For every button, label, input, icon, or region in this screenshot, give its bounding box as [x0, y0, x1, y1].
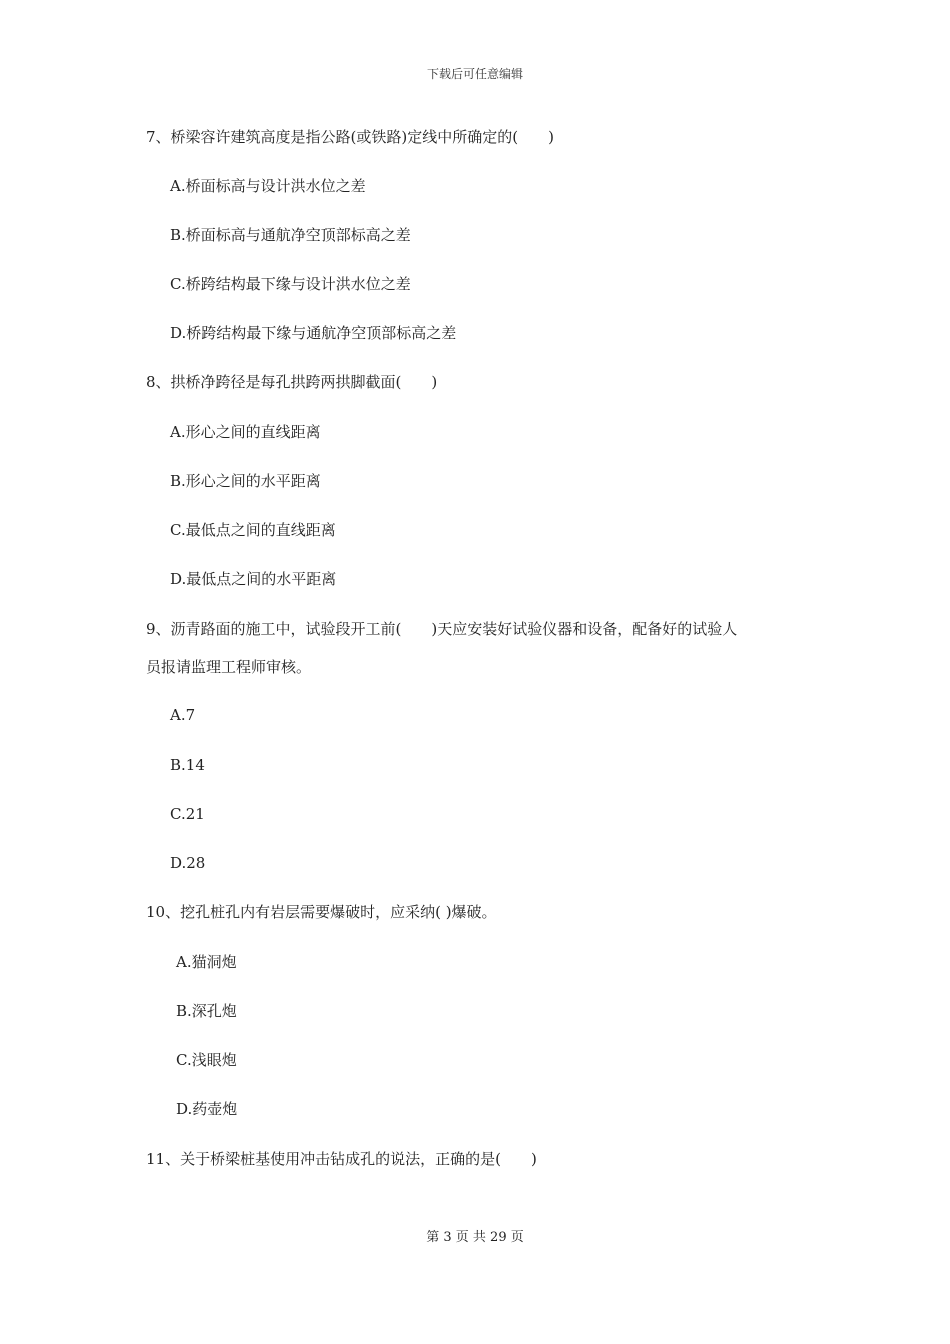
page-footer-number: 第 3 页 共 29 页: [426, 1230, 524, 1245]
question-stem-9-continued: 员报请监理工程师审核。: [146, 658, 312, 676]
question-9-option-a: A.7: [170, 706, 196, 724]
question-8-option-c: C.最低点之间的直线距离: [170, 521, 336, 539]
question-7-option-d: D.桥跨结构最下缘与通航净空顶部标高之差: [170, 324, 457, 342]
question-stem-10: 10、挖孔桩孔内有岩层需要爆破时，应采纳( )爆破。: [146, 903, 497, 921]
question-10-option-d: D.药壶炮: [176, 1100, 238, 1118]
question-7-option-c: C.桥跨结构最下缘与设计洪水位之差: [170, 275, 411, 293]
question-8-option-a: A.形心之间的直线距离: [170, 423, 321, 441]
question-10-option-c: C.浅眼炮: [176, 1051, 237, 1069]
question-10-option-a: A.猫洞炮: [176, 953, 237, 971]
question-stem-8: 8、拱桥净跨径是每孔拱跨两拱脚截面( ): [146, 373, 438, 391]
question-7-option-b: B.桥面标高与通航净空顶部标高之差: [170, 226, 411, 244]
question-stem-11: 11、关于桥梁桩基使用冲击钻成孔的说法，正确的是( ): [146, 1150, 537, 1168]
page-header-note: 下载后可任意编辑: [426, 67, 523, 81]
question-9-option-c: C.21: [170, 805, 205, 823]
question-stem-7: 7、桥梁容许建筑高度是指公路(或铁路)定线中所确定的( ): [146, 128, 554, 146]
question-10-option-b: B.深孔炮: [176, 1002, 237, 1020]
question-stem-9: 9、沥青路面的施工中，试验段开工前( )天应安装好试验仪器和设备，配备好的试验人: [146, 620, 738, 638]
question-9-option-d: D.28: [170, 854, 206, 872]
question-8-option-b: B.形心之间的水平距离: [170, 472, 321, 490]
question-7-option-a: A.桥面标高与设计洪水位之差: [170, 177, 366, 195]
question-8-option-d: D.最低点之间的水平距离: [170, 570, 337, 588]
question-9-option-b: B.14: [170, 756, 205, 774]
